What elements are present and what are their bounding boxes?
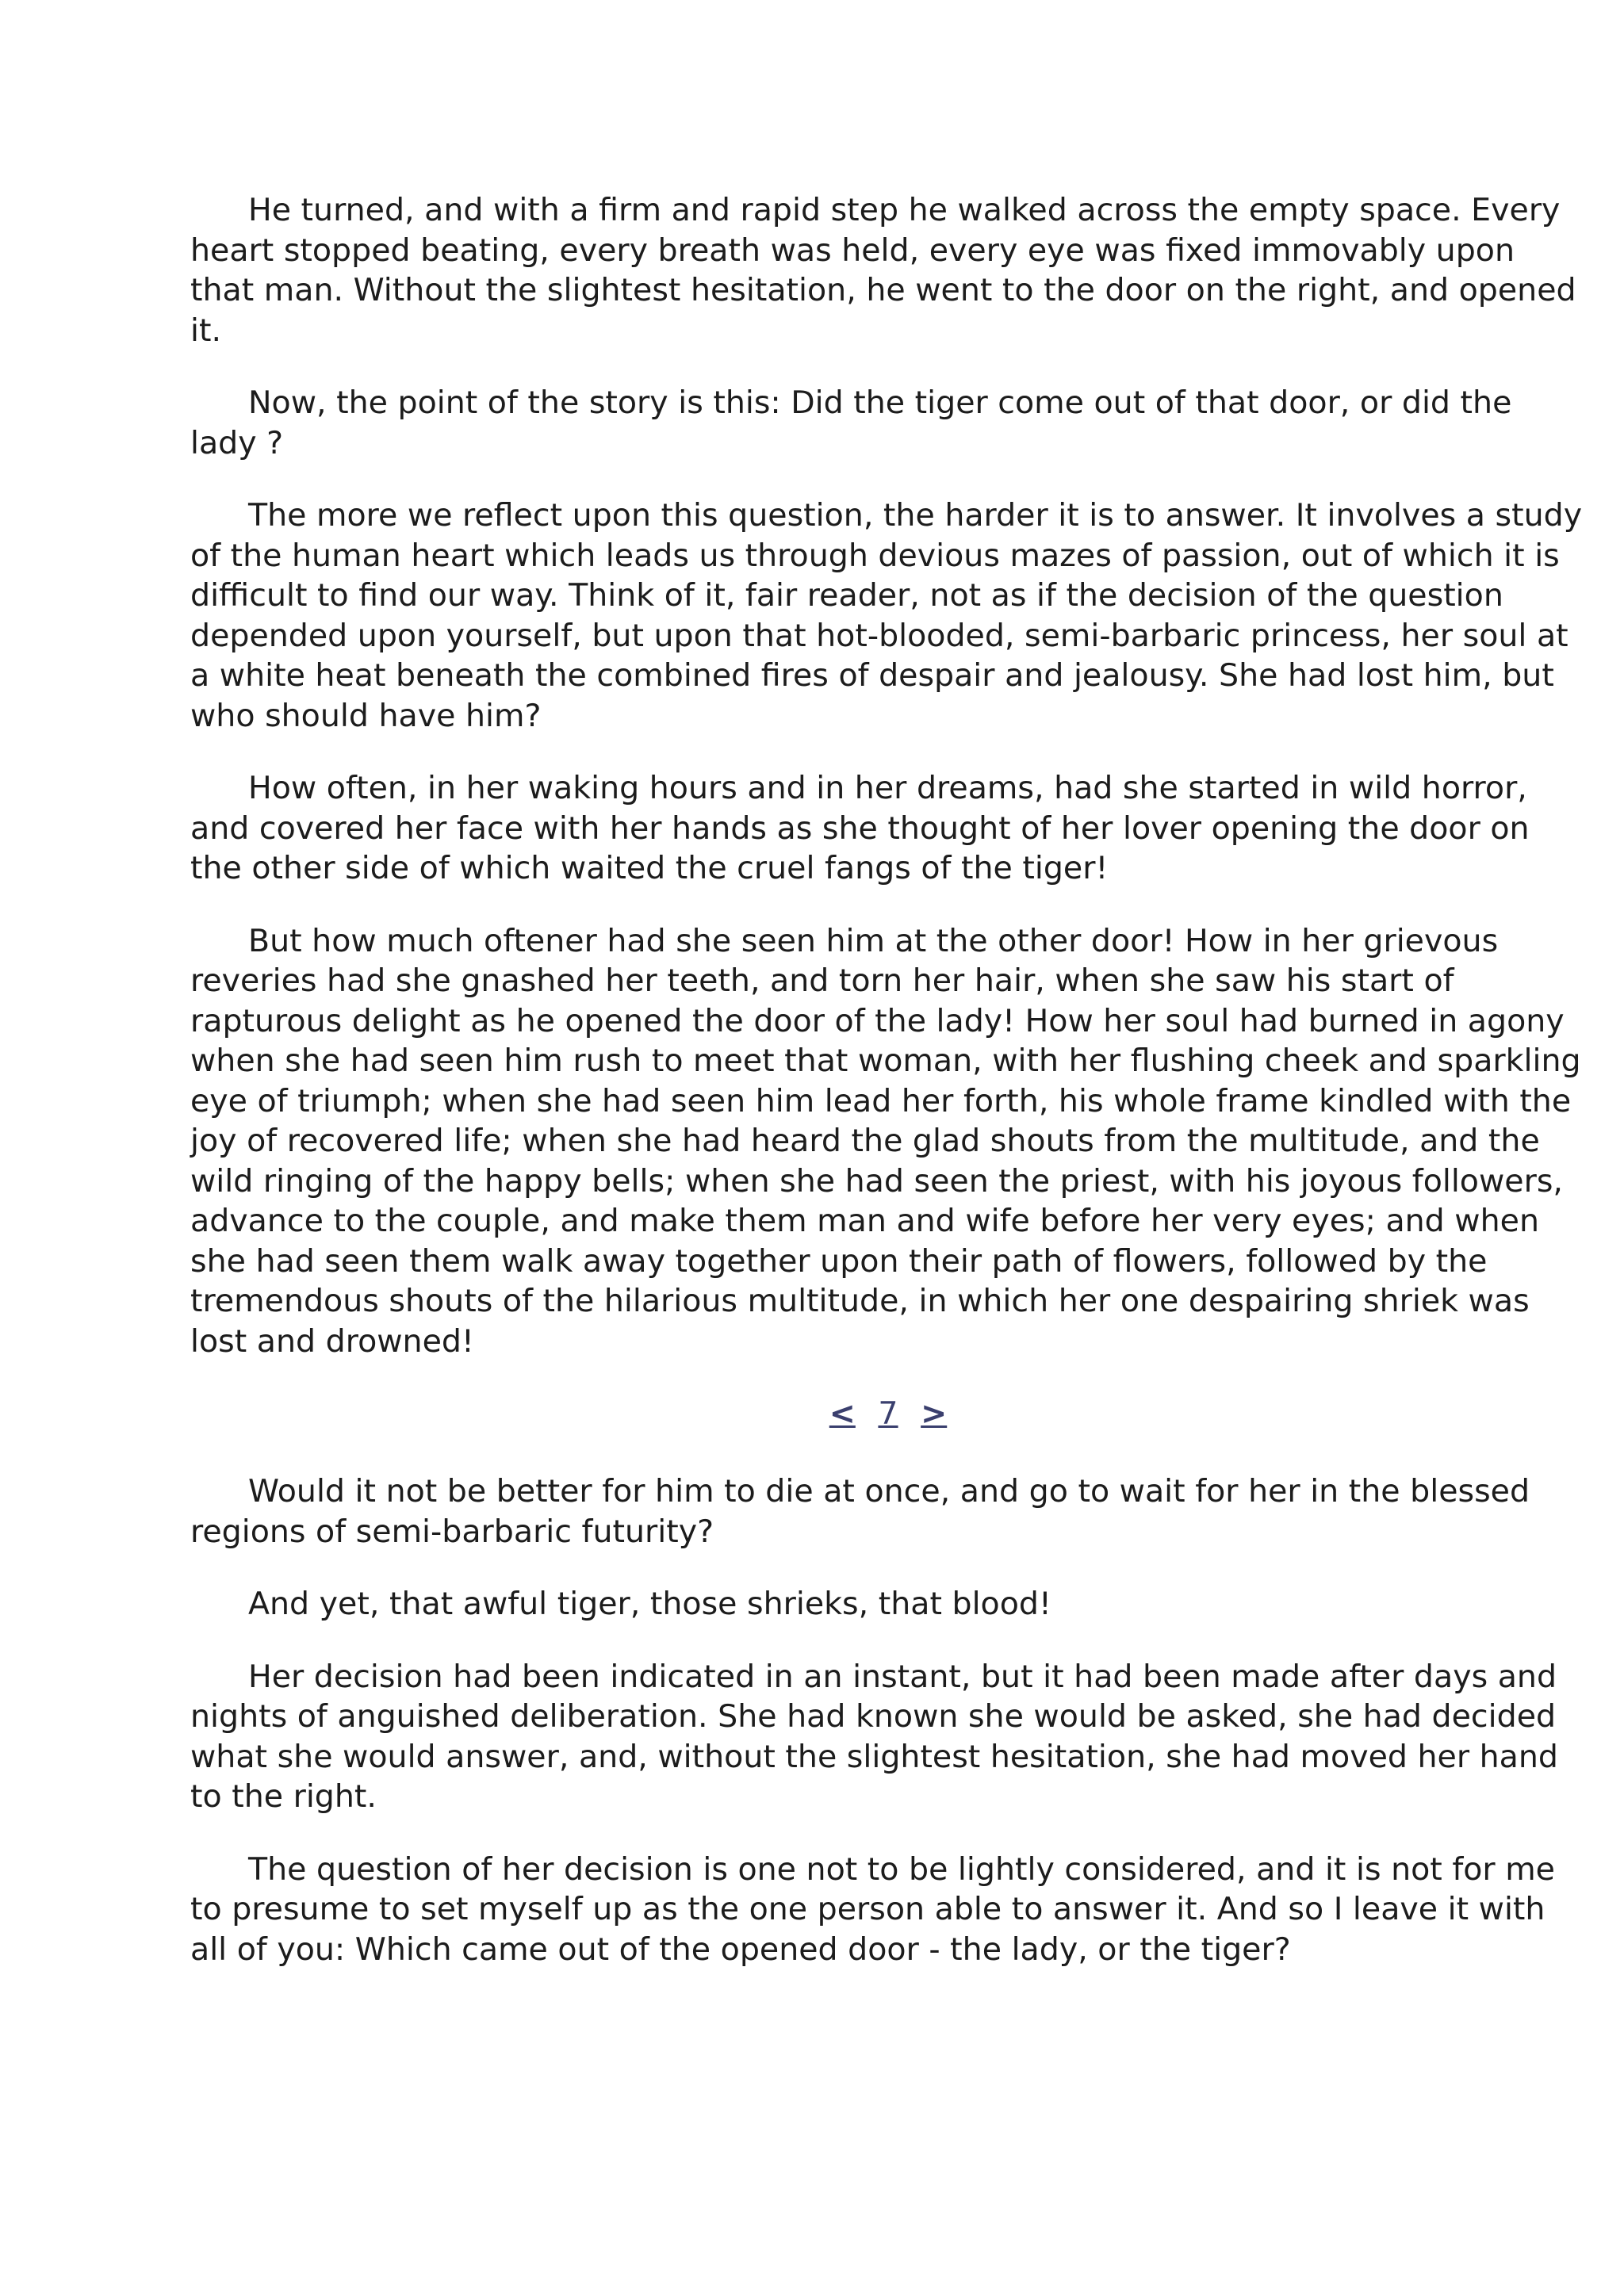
story-paragraph: And yet, that awful tiger, those shrieks, that blood! [248, 1586, 1051, 1622]
story-paragraph: The more we reflect upon this question, the harder it is to answer. It involves a study of the human heart which leads us through devious mazes of passion, out of which it is difficult to find our way. Think of it, fair reader, not as if the decision of the question depended upon yourself, but upon that hot-blooded, semi-barbaric princess, her soul at a white heat beneath the combined fires of despair and jealousy. She had lost him, but who should have him? [190, 497, 1583, 734]
page-number-link[interactable]: 7 [878, 1395, 898, 1432]
story-paragraph: The question of her decision is one not to be lightly considered, and it is not for me to presume to set myself up as the one person able to answer it. And so I leave it with all of you: Which came out of the opened door - the lady, or the tiger? [190, 1850, 1555, 1968]
story-paragraph: Her decision had been indicated in an instant, but it had been made after days and nights of anguished deliberation. She had known she would be asked, she had decided what she would answer, and, without the slightest hesitation, she had moved her hand to the right. [190, 1658, 1558, 1815]
previous-page-link[interactable]: < [829, 1395, 856, 1432]
story-paragraph: Would it not be better for him to die at once, and go to wait for her in the blessed regions of semi-barbaric futurity? [190, 1473, 1530, 1550]
next-page-link[interactable]: > [921, 1395, 948, 1432]
story-paragraph: How often, in her waking hours and in her dreams, had she started in wild horror, and covered her face with her hands as she thought of her lover opening the door on the other side of which waited the cruel fangs of the tiger! [190, 770, 1530, 886]
story-paragraph: He turned, and with a firm and rapid step he walked across the empty space. Every heart stopped beating, every breath was held, every eye was fixed immovably upon that man. Without the slightest hesitation, he went to the door on the right, and opened it. [190, 192, 1576, 349]
story-paragraph: Now, the point of the story is this: Did the tiger come out of that door, or did the lady ? [190, 385, 1512, 461]
story-paragraph: But how much oftener had she seen him at the other door! How in her grievous reveries had she gnashed her teeth, and torn her hair, when she saw his start of rapturous delight as he opened the door of the lady! How her soul had burned in agony when she had seen him rush to meet that woman, with her flushing cheek and sparkling eye of triumph; when she had seen him lead her forth, his whole frame kindled with the joy of recovered life; when she had heard the glad shouts from the multitude, and the wild ringing of the happy bells; when she had seen the priest, with his joyous followers, advance to the couple, and make them man and wife before her very eyes; and when she had seen them walk away together upon their path of flowers, followed by the tremendous shouts of the hilarious multitude, in which her one despairing shriek was lost and drowned! [190, 922, 1581, 1360]
story-page [190, 190, 1586, 2002]
pagination [190, 1394, 1586, 1433]
